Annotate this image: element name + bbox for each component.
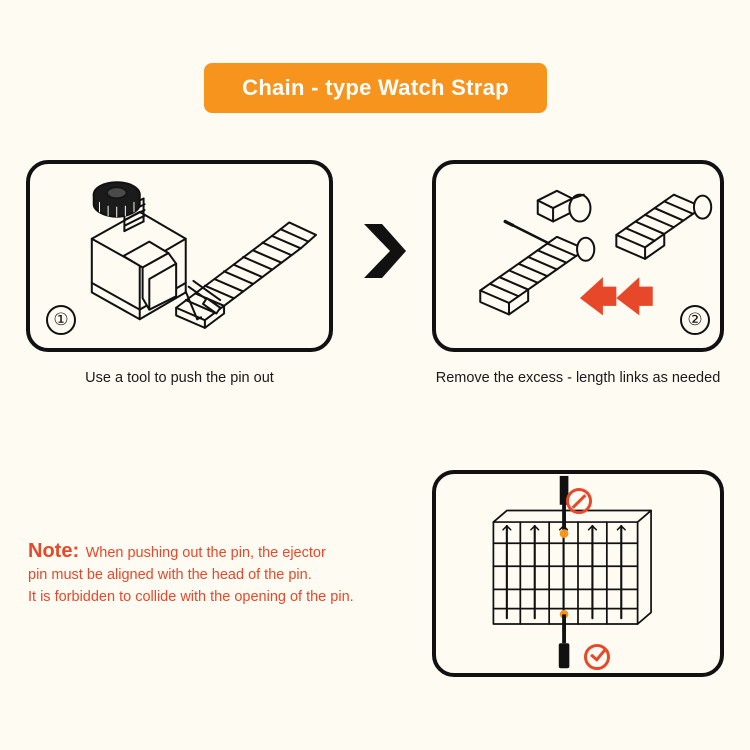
note-line-2: pin must be aligned with the head of the pin. bbox=[28, 567, 312, 583]
links-separated-illustration bbox=[436, 164, 720, 348]
approved-check-icon bbox=[584, 644, 610, 670]
step-2-badge: ② bbox=[680, 305, 710, 335]
page-title: Chain - type Watch Strap bbox=[204, 63, 547, 113]
step-2-caption: Remove the excess - length links as needed bbox=[435, 370, 721, 386]
step-1-badge: ① bbox=[46, 305, 76, 335]
prohibited-icon bbox=[566, 488, 592, 514]
pin-alignment-detail-panel bbox=[432, 470, 724, 677]
chevron-right-arrow-icon bbox=[360, 222, 408, 280]
note-line-1: When pushing out the pin, the ejector bbox=[85, 545, 326, 561]
note-line-3: It is forbidden to collide with the opening of the pin. bbox=[28, 589, 354, 605]
step-1-caption: Use a tool to push the pin out bbox=[85, 370, 274, 386]
note-block bbox=[28, 540, 418, 608]
note-label: Note: bbox=[28, 540, 80, 562]
